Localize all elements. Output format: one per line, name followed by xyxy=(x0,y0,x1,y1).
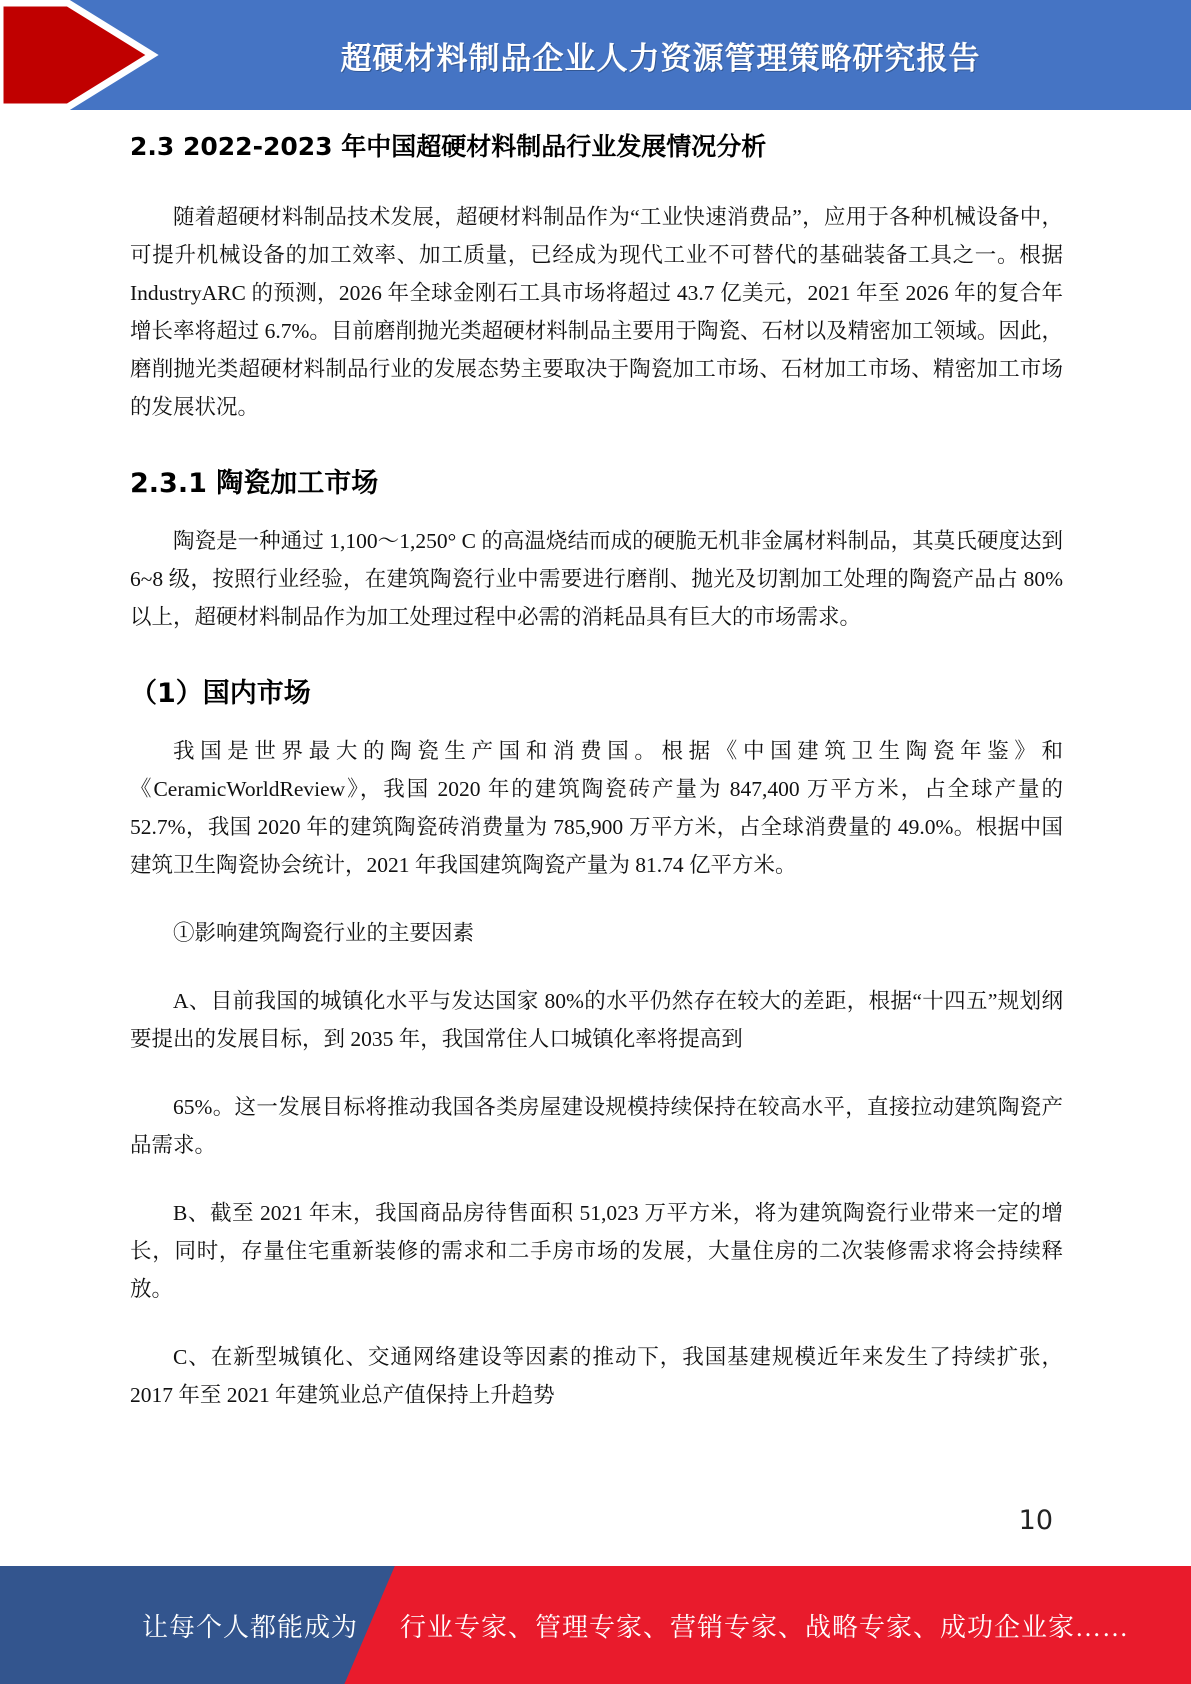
document-body xyxy=(130,110,1063,1414)
footer-slogan-right: 行业专家、管理专家、营销专家、战略专家、成功企业家…… xyxy=(400,1612,1130,1642)
paragraph-ceramic: 陶瓷是一种通过 1,100〜1,250° C 的高温烧结而成的硬脆无机非金属材料制品，其莫氏硬度达到 6~8 级，按照行业经验，在建筑陶瓷行业中需要进行磨削、抛光及切割加工处理的陶瓷产品占 80%以上，超硬材料制品作为加工处理过程中必需的消耗品具有巨大的市场需求。 xyxy=(130,529,1063,629)
page-number: 10 xyxy=(1018,1505,1053,1536)
paragraph-intro: 随着超硬材料制品技术发展，超硬材料制品作为“工业快速消费品”，应用于各种机械设备中，可提升机械设备的加工效率、加工质量，已经成为现代工业不可替代的基础装备工具之一。根据 IndustryARC 的预测，2026 年全球金刚石工具市场将超过 43.7 亿美元，2021 年至 2026 年的复合年增长率将超过 6.7%。目前磨削抛光类超硬材料制品主要用于陶瓷、石材以及精密加工领域。因此，磨削抛光类超硬材料制品行业的发展态势主要取决于陶瓷加工市场、石材加工市场、精密加工市场的发展状况。 xyxy=(130,205,1063,419)
paragraph-domestic: 我国是世界最大的陶瓷生产国和消费国。根据《中国建筑卫生陶瓷年鉴》和《CeramicWorldReview》，我国 2020 年的建筑陶瓷砖产量为 847,400 万平方米，占全球产量的 52.7%，我国 2020 年的建筑陶瓷砖消费量为 785,900 万平方米，占全球消费量的 49.0%。根据中国建筑卫生陶瓷协会统计，2021 年我国建筑陶瓷产量为 81.74 亿平方米。 xyxy=(130,739,1063,877)
report-title: 超硬材料制品企业人力资源管理策略研究报告 xyxy=(340,40,981,77)
paragraph-factor-a2: 65%。这一发展目标将推动我国各类房屋建设规模持续保持在较高水平，直接拉动建筑陶瓷产品需求。 xyxy=(130,1095,1063,1157)
header-banner xyxy=(0,0,1191,110)
footer-banner xyxy=(0,1566,1191,1684)
footer-slogan-left: 让每个人都能成为 xyxy=(142,1612,359,1642)
section-heading: 2.3 2022-2023 年中国超硬材料制品行业发展情况分析 xyxy=(130,132,767,161)
subsection-heading: 2.3.1 陶瓷加工市场 xyxy=(130,468,379,499)
paragraph-factor-b: B、截至 2021 年末，我国商品房待售面积 51,023 万平方米，将为建筑陶瓷行业带来一定的增长，同时，存量住宅重新装修的需求和二手房市场的发展，大量住房的二次装修需求将会持续释放。 xyxy=(130,1201,1063,1301)
paragraph-factor-title: ①影响建筑陶瓷行业的主要因素 xyxy=(173,921,475,945)
header-arrow-icon xyxy=(0,0,170,110)
paragraph-factor-c: C、在新型城镇化、交通网络建设等因素的推动下，我国基建规模近年来发生了持续扩张，2017 年至 2021 年建筑业总产值保持上升趋势 xyxy=(130,1345,1063,1407)
sub2-heading: （1）国内市场 xyxy=(130,678,311,709)
paragraph-factor-a: A、目前我国的城镇化水平与发达国家 80%的水平仍然存在较大的差距，根据“十四五”规划纲要提出的发展目标，到 2035 年，我国常住人口城镇化率将提高到 xyxy=(130,989,1063,1051)
